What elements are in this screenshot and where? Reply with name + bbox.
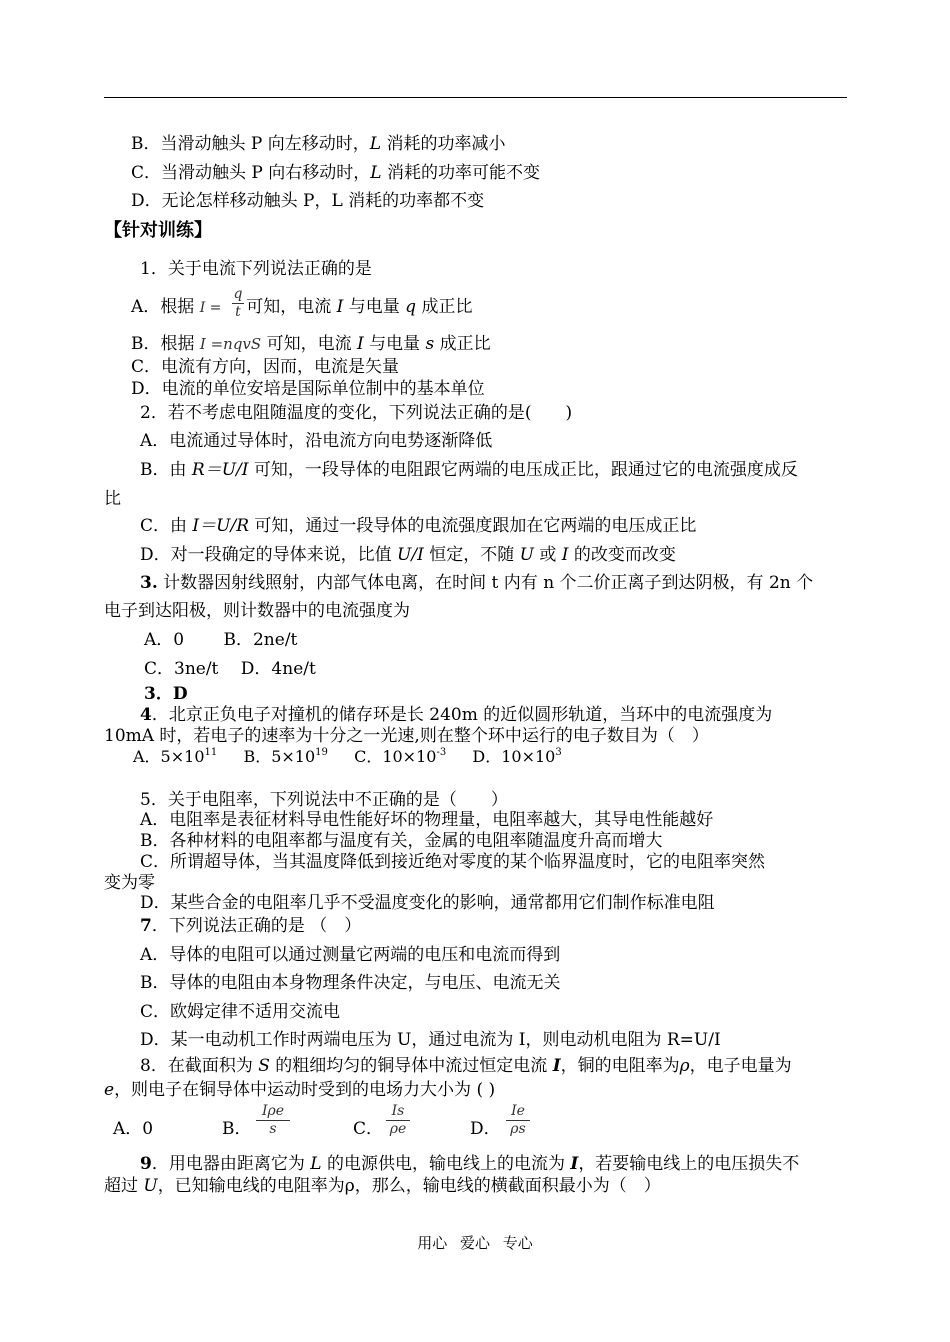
question-8-option-c: C．	[353, 1119, 384, 1139]
formula-q-over-t: q t	[233, 286, 243, 320]
question-7-option-b: B．导体的电阻由本身物理条件决定，与电压、电流无关	[140, 973, 561, 993]
question-1-option-d: D．电流的单位安培是国际单位制中的基本单位	[131, 379, 485, 399]
question-8-cont: e，则电子在铜导体中运动时受到的电场力大小为 ( )	[104, 1080, 496, 1100]
question-8-option-a: A．0	[113, 1119, 154, 1139]
question-4-options: A．$5\times 10^{11}$ B．$5\times 10^{19}$ C．$10\times 10^{-3}$ D．$10\times 10^3$	[133, 747, 562, 766]
option-c-prev: C．当滑动触头 P 向右移动时，L 消耗的功率可能不变	[131, 163, 540, 183]
question-8-option-b: B．	[222, 1119, 252, 1139]
section-title: 【针对训练】	[104, 220, 212, 241]
question-8-option-c-fraction: Is ρe	[386, 1104, 410, 1137]
question-4: 4．北京正负电子对撞机的储存环是长 240m 的近似圆形轨道，当环中的电流强度为	[140, 705, 773, 725]
question-7-option-d: D．某一电动机工作时两端电压为 U，通过电流为 I，则电动机电阻为 R=U/I	[140, 1030, 721, 1050]
question-7: 7．下列说法正确的是 （ ）	[140, 916, 362, 936]
question-8: 8．在截面积为 S 的粗细均匀的铜导体中流过恒定电流 I，铜的电阻率为ρ，电子电量为	[140, 1056, 792, 1076]
question-5-option-c-cont: 变为零	[104, 873, 155, 893]
question-2-option-b-cont: 比	[104, 489, 121, 509]
header-rule	[104, 97, 847, 98]
question-9-cont: 超过 U，已知输电线的电阻率为ρ，那么，输电线的横截面积最小为（ ）	[104, 1176, 661, 1196]
question-9: 9．用电器由距离它为 L 的电源供电，输电线上的电流为 I，若要输电线上的电压损失不	[140, 1154, 800, 1174]
question-3: 3. 计数器因射线照射，内部气体电离，在时间 t 内有 n 个二价正离子到达阴极，有 2n 个	[140, 573, 814, 593]
question-3-options-ab: A．0 B．2ne/t	[144, 630, 298, 650]
question-2-option-c: C．由 I＝U/R 可知，通过一段导体的电流强度跟加在它两端的电压成正比	[140, 516, 697, 536]
question-5-option-c: C．所谓超导体，当其温度降低到接近绝对零度的某个临界温度时，它的电阻率突然	[140, 852, 766, 872]
question-8-option-b-fraction: Iρe s	[256, 1104, 290, 1137]
question-1-option-c: C．电流有方向，因而，电流是矢量	[131, 357, 400, 377]
question-5-option-d: D．某些合金的电阻率几乎不受温度变化的影响，通常都用它们制作标准电阻	[140, 893, 715, 913]
page-footer: 用心 爱心 专心	[417, 1234, 533, 1252]
question-7-option-c: C．欧姆定律不适用交流电	[140, 1002, 341, 1022]
question-2-option-a: A．电流通过导体时，沿电流方向电势逐渐降低	[140, 431, 493, 451]
question-7-option-a: A．导体的电阻可以通过测量它两端的电压和电流而得到	[140, 945, 561, 965]
question-3-answer: 3．D	[144, 684, 188, 704]
question-1-option-a: A．根据 I = 可知，电流 I 与电量 q 成正比	[131, 297, 473, 317]
option-b-prev: B．当滑动触头 P 向左移动时，L 消耗的功率减小	[131, 134, 506, 154]
question-1-option-b: B．根据 I =nqvS 可知，电流 I 与电量 s 成正比	[131, 334, 491, 354]
question-8-option-d-fraction: Ie ρs	[506, 1104, 530, 1137]
question-8-option-d: D．	[470, 1119, 501, 1139]
question-2-option-d: D．对一段确定的导体来说，比值 U/I 恒定，不随 U 或 I 的改变而改变	[140, 545, 676, 565]
question-5-option-a: A．电阻率是表征材料导电性能好坏的物理量，电阻率越大，其导电性能越好	[140, 810, 714, 830]
option-d-prev: D．无论怎样移动触头 P，L 消耗的功率都不变	[131, 191, 485, 211]
question-5-option-b: B．各种材料的电阻率都与温度有关，金属的电阻率随温度升高而增大	[140, 831, 663, 851]
question-5: 5．关于电阻率，下列说法中不正确的是（ ）	[140, 790, 508, 810]
question-1: 1．关于电流下列说法正确的是	[140, 259, 372, 279]
question-2-option-b: B．由 R＝U/I 可知，一段导体的电阻跟它两端的电压成正比，跟通过它的电流强度成反	[140, 460, 798, 480]
question-3-cont: 电子到达阳极，则计数器中的电流强度为	[104, 601, 410, 621]
question-4-cont: 10mA 时，若电子的速率为十分之一光速,则在整个环中运行的电子数目为（ ）	[104, 726, 709, 746]
question-2: 2．若不考虑电阻随温度的变化，下列说法正确的是( )	[140, 403, 573, 423]
question-3-options-cd: C．3ne/t D．4ne/t	[144, 659, 316, 679]
